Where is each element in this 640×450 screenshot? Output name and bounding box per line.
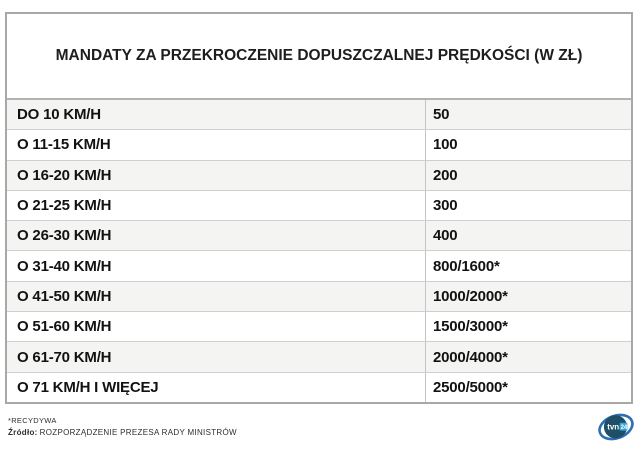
- source-label: Źródło:: [8, 428, 38, 437]
- source-line: [8, 428, 237, 437]
- fine-amount-cell: 1500/3000*: [425, 312, 631, 341]
- speed-range-cell: O 21-25 KM/H: [17, 197, 112, 215]
- tvn24-logo-icon: [597, 408, 635, 446]
- table-title-bar: [7, 14, 631, 100]
- table-row: [7, 100, 631, 130]
- table-row: [7, 191, 631, 221]
- table-row: [7, 221, 631, 251]
- table-row: [7, 342, 631, 372]
- speed-range-cell: O 31-40 KM/H: [17, 257, 112, 275]
- fine-amount-cell: 300: [425, 191, 631, 220]
- fines-table: [7, 100, 631, 402]
- speed-range-cell: O 41-50 KM/H: [17, 287, 112, 305]
- fine-amount-cell: 100: [425, 130, 631, 159]
- table-row: [7, 373, 631, 402]
- speed-range-cell: O 16-20 KM/H: [17, 166, 112, 184]
- tvn24-logo: [597, 408, 635, 446]
- recidivism-note: *RECYDYWA: [8, 416, 57, 425]
- table-row: [7, 282, 631, 312]
- speed-range-cell: DO 10 KM/H: [17, 106, 101, 124]
- table-row: [7, 312, 631, 342]
- fine-amount-cell: 50: [425, 100, 631, 129]
- logo-brand-text: tvn: [607, 422, 620, 432]
- speed-range-cell: O 71 KM/H I WIĘCEJ: [17, 378, 159, 396]
- table-title: MANDATY ZA PRZEKROCZENIE DOPUSZCZALNEJ PRĘDKOŚCI (W ZŁ): [55, 47, 583, 64]
- fine-amount-cell: 2500/5000*: [425, 373, 631, 402]
- speed-range-cell: O 26-30 KM/H: [17, 227, 112, 245]
- fine-amount-cell: 400: [425, 221, 631, 250]
- fine-amount-cell: 1000/2000*: [425, 282, 631, 311]
- table-row: [7, 130, 631, 160]
- speed-range-cell: O 11-15 KM/H: [17, 136, 111, 154]
- table-row: [7, 251, 631, 281]
- fine-amount-cell: 200: [425, 161, 631, 190]
- footnote-block: [8, 416, 237, 437]
- speed-range-cell: O 51-60 KM/H: [17, 318, 112, 336]
- fines-table-frame: [5, 12, 633, 404]
- fine-amount-cell: 2000/4000*: [425, 342, 631, 371]
- source-text: ROZPORZĄDZENIE PREZESA RADY MINISTRÓW: [39, 428, 237, 437]
- speed-range-cell: O 61-70 KM/H: [17, 348, 112, 366]
- logo-badge-text: 24: [620, 424, 628, 431]
- fine-amount-cell: 800/1600*: [425, 251, 631, 280]
- table-row: [7, 161, 631, 191]
